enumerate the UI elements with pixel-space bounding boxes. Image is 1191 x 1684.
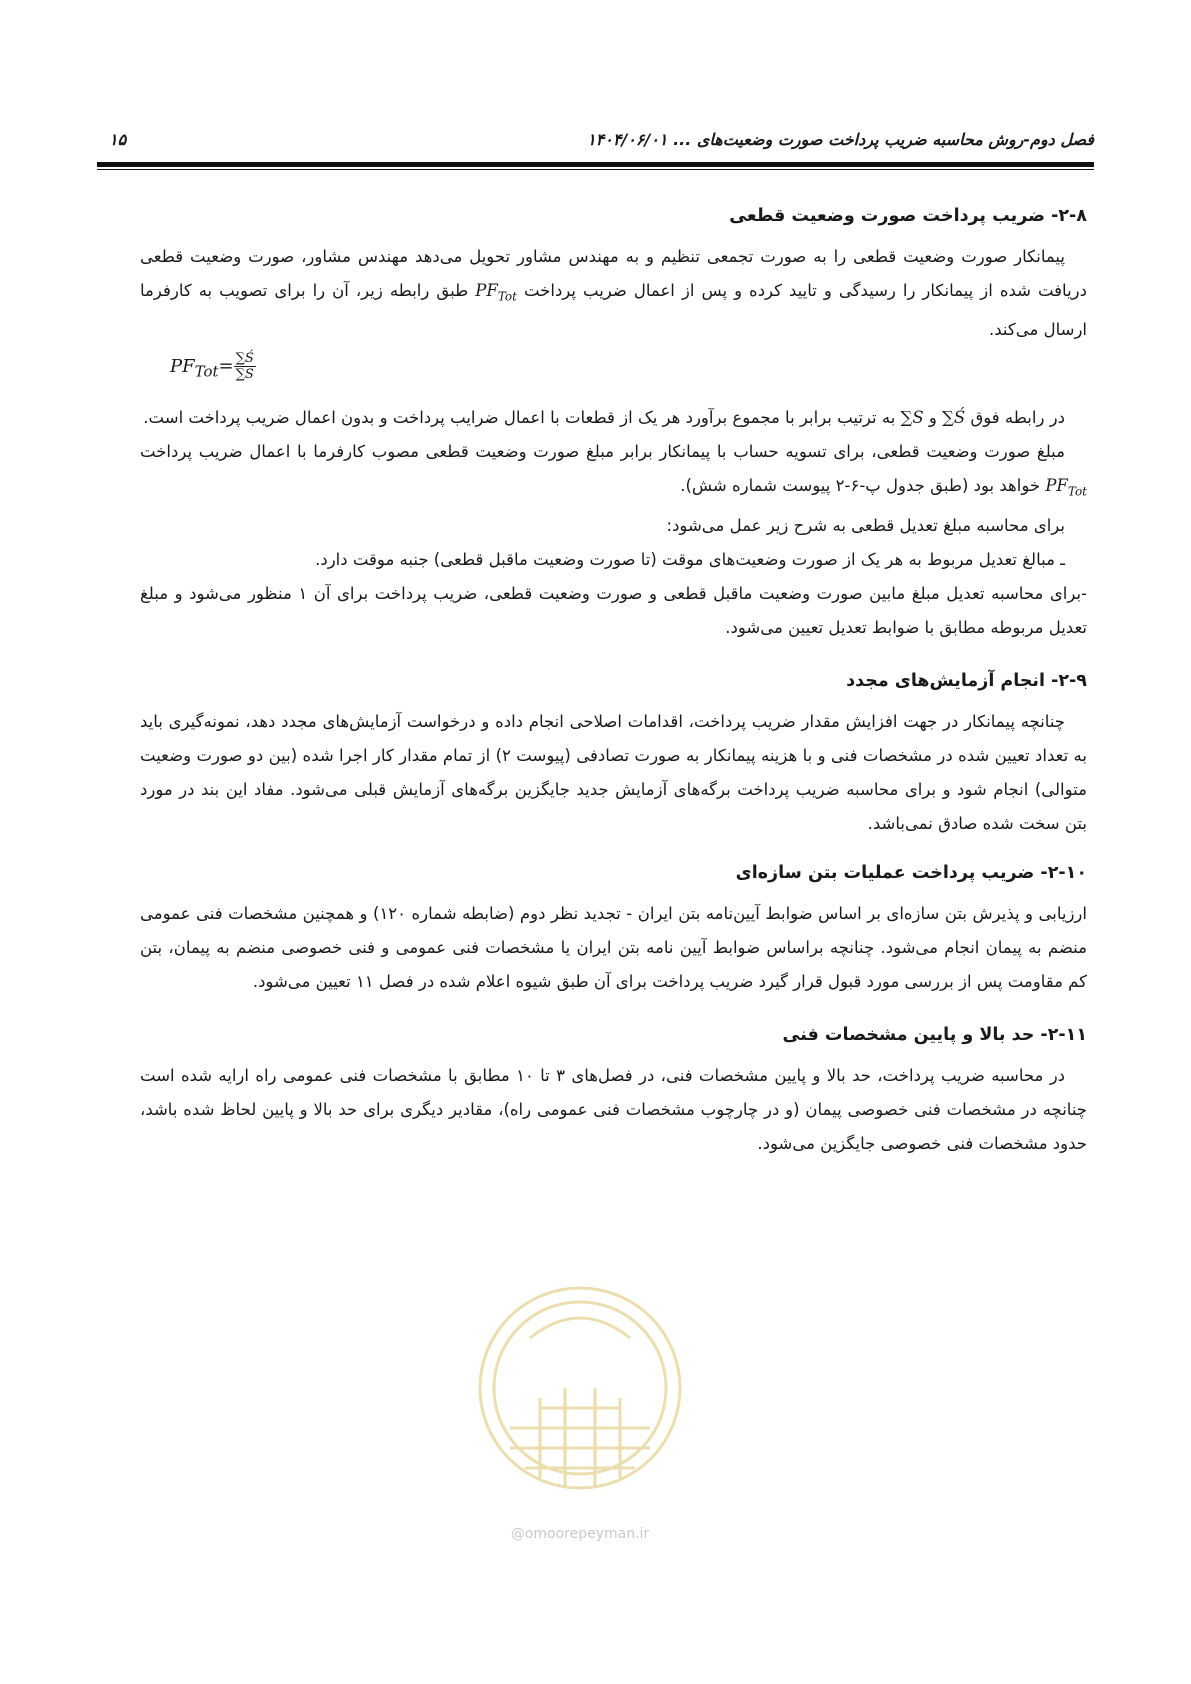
pf-tot-symbol: $PF_{Tot}$	[1045, 476, 1087, 499]
sum-s-prime-symbol: ∑Ś	[942, 408, 966, 428]
paragraph-text: طبق رابطه زیر، آن را برای تصویب به کارفرما ارسال می‌کند.	[140, 281, 1087, 340]
formula-lhs: $PF_{Tot}$	[170, 355, 219, 381]
page-number: ۱۵	[109, 130, 127, 149]
sum-s-symbol: ∑S	[900, 408, 924, 428]
paragraph-text: مبلغ صورت وضعیت قطعی، برای تسویه حساب با پیمانکار برابر مبلغ صورت وضعیت قطعی مصوب کارفرما با اعمال ضریب پرداخت	[140, 442, 1065, 462]
pf-tot-symbol: $PF_{Tot}$	[475, 281, 517, 304]
section-heading: ۲-۸- ضریب پرداخت صورت وضعیت قطعی	[729, 206, 1087, 226]
fraction-numerator: ∑Ś	[235, 351, 254, 367]
paragraph-text: و	[928, 408, 937, 428]
formula-fraction	[234, 351, 256, 382]
paragraph: در محاسبه ضریب پرداخت، حد بالا و پایین مشخصات فنی، در فصل‌های ۳ تا ۱۰ مطابق با مشخصات فنی عمومی راه ارایه شده است چنانچه در مشخصات فنی خصوصی پیمان (و در چارچوب مشخصات فنی عمومی راه)، مقادیر دیگری برای حد بالا و پایین لحاظ شده باشد، حدود مشخصات فنی خصوصی جایگزین می‌شود.	[140, 1065, 1087, 1153]
section-heading: ۲-۱۱- حد بالا و پایین مشخصات فنی	[782, 1024, 1087, 1045]
list-item: -برای محاسبه تعدیل مبلغ مابین صورت وضعیت ماقبل قطعی و صورت وضعیت قطعی، ضریب پرداخت برای آن ۱ منظور می‌شود و مبلغ تعدیل مربوطه مطابق با ضوابط تعدیل تعیین می‌شود.	[140, 583, 1087, 637]
header-title: فصل دوم-روش محاسبه ضریب پرداخت صورت وضعیت‌های ... ۱۴۰۴/۰۶/۰۱	[587, 130, 1094, 149]
section-2-11	[140, 1017, 1087, 1161]
pf-tot-formula: $PF_{Tot}=$ $\frac{\sum Ś}{\sum S}$	[170, 351, 254, 383]
section-2-10	[140, 855, 1087, 999]
section-2-8	[140, 198, 1087, 645]
running-header	[97, 130, 1094, 160]
paragraph: چنانچه پیمانکار در جهت افزایش مقدار ضریب پرداخت، اقدامات اصلاحی انجام داده و درخواست آزمایش‌های مجدد دهد، نمونه‌گیری باید به تعداد تعیین شده در مشخصات فنی و با هزینه پیمانکار به صورت تصادفی (پیوست ۲) از تمام مقدار کار اجرا شده (بین دو صورت وضعیت متوالی) انجام شود و برای محاسبه ضریب پرداخت برگه‌های آزمایش جدید جایگزین برگه‌های آزمایش قبلی می‌شود. مفاد این بند در مورد بتن سخت شده صادق نمی‌باشد.	[140, 711, 1087, 833]
fraction-denominator: ∑S	[235, 367, 254, 383]
paragraph: برای محاسبه مبلغ تعدیل قطعی به شرح زیر عمل می‌شود:	[666, 515, 1065, 535]
watermark-seal-icon	[470, 1248, 690, 1528]
paragraph-text: پیمانکار صورت وضعیت قطعی را به صورت تجمعی تنظیم و به مهندس مشاور تحویل می‌دهد مهندس مشاور، صورت وضعیت قطعی دریافت شده از پیمانکار را رسیدگی و تایید کرده و پس از اعمال ضریب پرداخت	[140, 247, 1087, 300]
header-rule-thin	[97, 169, 1094, 170]
paragraph	[140, 240, 1087, 347]
body-content	[140, 198, 1087, 1161]
paragraph-text: خواهد بود (طبق جدول پ-۶-۲ پیوست شماره شش).	[680, 476, 1041, 496]
section-heading: ۲-۹- انجام آزمایش‌های مجدد	[846, 670, 1087, 691]
watermark-seal	[470, 1248, 690, 1548]
section-2-9	[140, 663, 1087, 841]
paragraph	[140, 401, 1087, 435]
paragraph	[140, 435, 1087, 508]
watermark-site: @omoorepeyman.ir	[510, 1526, 650, 1542]
list-item: ـ مبالغ تعدیل مربوط به هر یک از صورت وضعیت‌های موقت (تا صورت وضعیت ماقبل قطعی) جنبه موقت دارد.	[315, 549, 1065, 569]
paragraph: ارزیابی و پذیرش بتن سازه‌ای بر اساس ضوابط آیین‌نامه بتن ایران - تجدید نظر دوم (ضابطه شماره ۱۲۰) و همچنین مشخصات فنی عمومی منضم به پیمان انجام می‌شود. چنانچه براساس ضوابط آیین نامه بتن ایران یا مشخصات فنی عمومی و فنی خصوصی منضم به پیمان، بتن کم مقاومت پس از بررسی مورد قبول قرار گیرد ضریب پرداخت برای آن طبق شیوه اعلام شده در فصل ۱۱ تعیین می‌شود.	[140, 903, 1087, 991]
header-rule-thick	[97, 162, 1094, 167]
section-heading: ۲-۱۰- ضریب پرداخت عملیات بتن سازه‌ای	[735, 862, 1087, 883]
paragraph-text: به ترتیب برابر با مجموع برآورد هر یک از قطعات با اعمال ضرایب پرداخت و بدون اعمال ضریب پرداخت است.	[143, 408, 896, 428]
paragraph-text: در رابطه فوق	[970, 408, 1065, 428]
